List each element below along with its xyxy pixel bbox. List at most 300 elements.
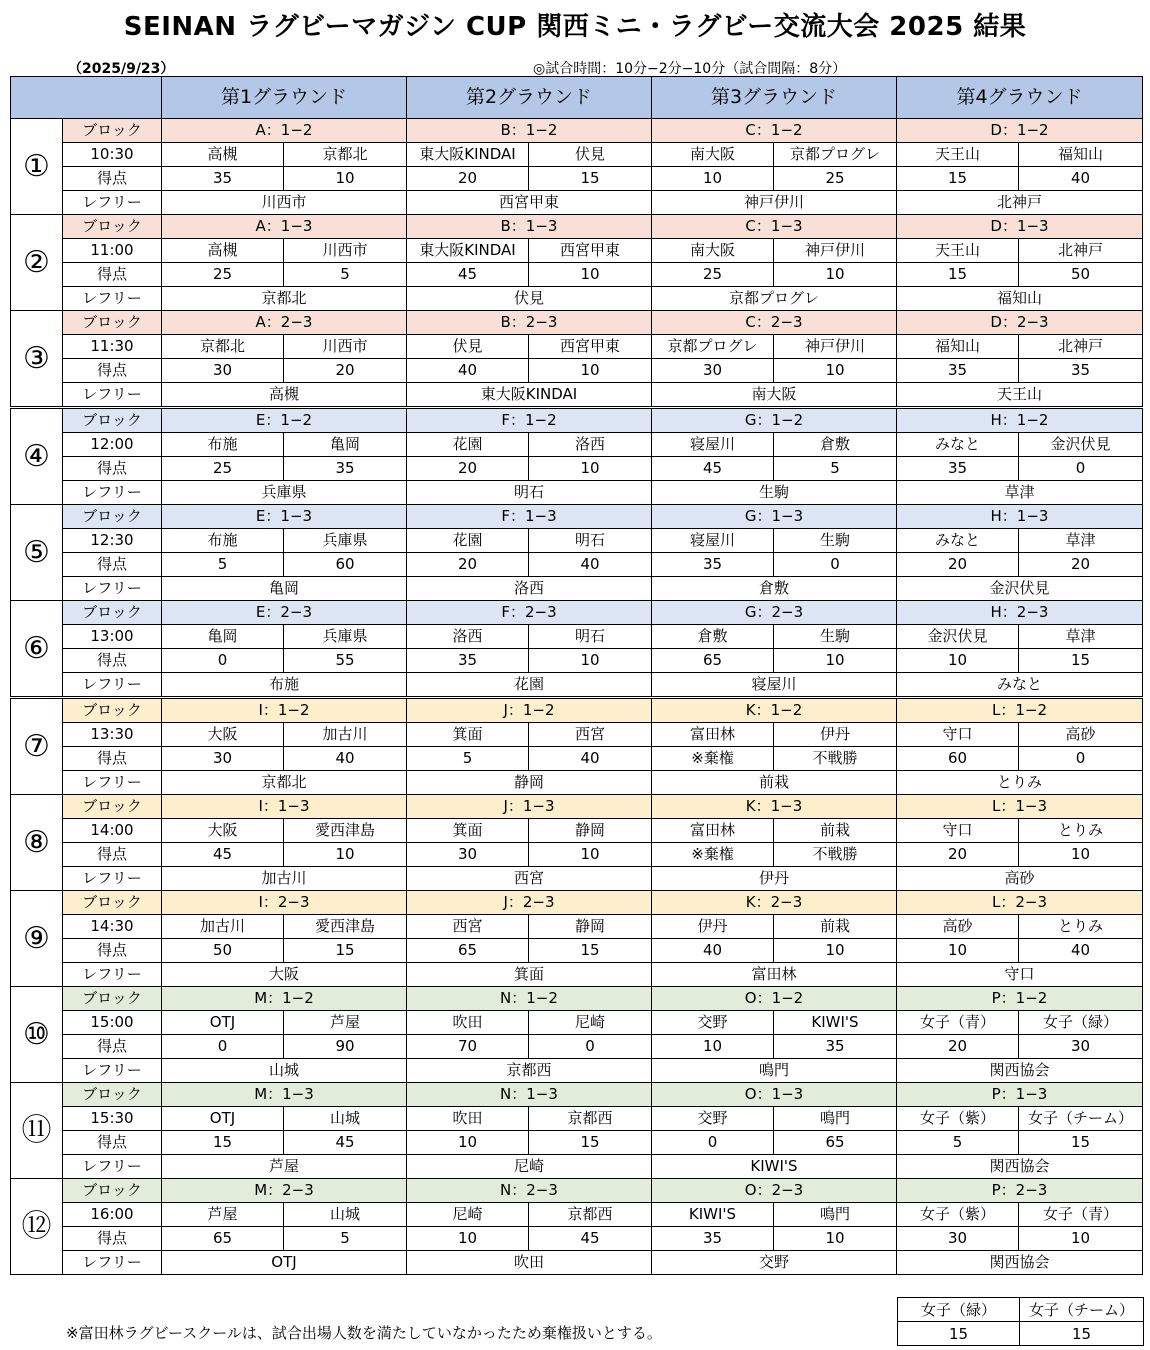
score1-cell: 20 xyxy=(407,167,529,191)
referee-label: レフリー xyxy=(63,1155,162,1179)
referee-cell: 西宮 xyxy=(407,867,652,891)
block-cell: G：1−2 xyxy=(652,408,897,433)
event-date: （2025/9/23） xyxy=(68,61,175,77)
team1-cell: 京都北 xyxy=(162,335,284,359)
score1-cell: 10 xyxy=(407,1227,529,1251)
team-row xyxy=(11,143,1143,167)
block-cell: M：1−3 xyxy=(162,1083,407,1107)
score2-cell: 10 xyxy=(774,939,897,963)
team1-cell: 大阪 xyxy=(162,723,284,747)
block-cell: K：1−2 xyxy=(652,698,897,723)
team2-cell: 愛西津島 xyxy=(284,819,407,843)
team2-cell: 女子（緑） xyxy=(1019,1011,1143,1035)
round-number: ⑩ xyxy=(11,987,63,1083)
block-label: ブロック xyxy=(63,119,162,143)
block-cell: J：1−2 xyxy=(407,698,652,723)
referee-cell: 京都北 xyxy=(162,771,407,795)
score1-cell: 20 xyxy=(407,457,529,481)
team-row xyxy=(11,915,1143,939)
score-row xyxy=(11,747,1143,771)
team-row xyxy=(11,625,1143,649)
score1-cell: 70 xyxy=(407,1035,529,1059)
block-cell: C：1−2 xyxy=(652,119,897,143)
referee-cell: OTJ xyxy=(162,1251,407,1275)
score1-cell: 30 xyxy=(407,843,529,867)
time-cell: 13:30 xyxy=(63,723,162,747)
team2-cell: KIWI'S xyxy=(774,1011,897,1035)
score2-cell: 5 xyxy=(284,263,407,287)
referee-cell: 南大阪 xyxy=(652,383,897,408)
score-row xyxy=(11,649,1143,673)
score2-cell: 15 xyxy=(529,939,652,963)
score2-cell: 0 xyxy=(1019,747,1143,771)
referee-cell: 福知山 xyxy=(897,287,1143,311)
referee-label: レフリー xyxy=(63,577,162,601)
score1-cell: 25 xyxy=(162,457,284,481)
score-row xyxy=(11,167,1143,191)
referee-cell: 神戸伊川 xyxy=(652,191,897,215)
score1-cell: 20 xyxy=(407,553,529,577)
score2-cell: 10 xyxy=(529,649,652,673)
referee-row xyxy=(11,577,1143,601)
referee-label: レフリー xyxy=(63,287,162,311)
block-cell: E：2−3 xyxy=(162,601,407,625)
score2-cell: 20 xyxy=(284,359,407,383)
team1-cell: 京都プログレ xyxy=(652,335,774,359)
team1-cell: 福知山 xyxy=(897,335,1019,359)
block-cell: O：1−3 xyxy=(652,1083,897,1107)
score1-cell: 45 xyxy=(162,843,284,867)
extra-team1: 女子（緑） xyxy=(898,1298,1020,1322)
team2-cell: 愛西津島 xyxy=(284,915,407,939)
score2-cell: 20 xyxy=(1019,553,1143,577)
block-cell: M：2−3 xyxy=(162,1179,407,1203)
team2-cell: 山城 xyxy=(284,1203,407,1227)
ground-header-row xyxy=(11,77,1143,119)
score1-cell: 40 xyxy=(407,359,529,383)
team1-cell: 倉敷 xyxy=(652,625,774,649)
team1-cell: 高槻 xyxy=(162,239,284,263)
block-cell: F：1−3 xyxy=(407,505,652,529)
referee-row xyxy=(11,1251,1143,1275)
block-cell: A：1−3 xyxy=(162,215,407,239)
referee-cell: 吹田 xyxy=(407,1251,652,1275)
team1-cell: 亀岡 xyxy=(162,625,284,649)
block-cell: P：1−2 xyxy=(897,987,1143,1011)
score1-cell: 5 xyxy=(407,747,529,771)
block-row xyxy=(11,1083,1143,1107)
score1-cell: 15 xyxy=(162,1131,284,1155)
score1-cell: 35 xyxy=(162,167,284,191)
team-row xyxy=(11,1203,1143,1227)
referee-cell: 北神戸 xyxy=(897,191,1143,215)
score1-cell: 35 xyxy=(407,649,529,673)
referee-cell: KIWI'S xyxy=(652,1155,897,1179)
team1-cell: KIWI'S xyxy=(652,1203,774,1227)
team1-cell: 吹田 xyxy=(407,1011,529,1035)
block-row xyxy=(11,311,1143,335)
referee-cell: 洛西 xyxy=(407,577,652,601)
block-cell: H：1−2 xyxy=(897,408,1143,433)
team1-cell: 伏見 xyxy=(407,335,529,359)
block-cell: N：1−2 xyxy=(407,987,652,1011)
team1-cell: 南大阪 xyxy=(652,239,774,263)
referee-cell: 京都プログレ xyxy=(652,287,897,311)
block-cell: L：1−2 xyxy=(897,698,1143,723)
team2-cell: 静岡 xyxy=(529,819,652,843)
team2-cell: 山城 xyxy=(284,1107,407,1131)
referee-cell: 関西協会 xyxy=(897,1059,1143,1083)
block-label: ブロック xyxy=(63,698,162,723)
score2-cell: 40 xyxy=(1019,167,1143,191)
referee-row xyxy=(11,771,1143,795)
team1-cell: 布施 xyxy=(162,529,284,553)
block-cell: F：1−2 xyxy=(407,408,652,433)
score1-cell: 0 xyxy=(162,649,284,673)
score1-cell: 40 xyxy=(652,939,774,963)
block-cell: M：1−2 xyxy=(162,987,407,1011)
block-cell: D：1−2 xyxy=(897,119,1143,143)
team2-cell: 鳴門 xyxy=(774,1107,897,1131)
referee-cell: 寝屋川 xyxy=(652,673,897,698)
team1-cell: 洛西 xyxy=(407,625,529,649)
score-label: 得点 xyxy=(63,167,162,191)
block-label: ブロック xyxy=(63,408,162,433)
round-number: ① xyxy=(11,119,63,215)
score2-cell: 10 xyxy=(529,359,652,383)
block-cell: O：2−3 xyxy=(652,1179,897,1203)
referee-cell: 花園 xyxy=(407,673,652,698)
block-cell: P：2−3 xyxy=(897,1179,1143,1203)
score1-cell: 20 xyxy=(897,1035,1019,1059)
team1-cell: 尼崎 xyxy=(407,1203,529,1227)
block-cell: A：2−3 xyxy=(162,311,407,335)
score1-cell: 10 xyxy=(652,167,774,191)
referee-cell: 守口 xyxy=(897,963,1143,987)
referee-row xyxy=(11,287,1143,311)
block-row xyxy=(11,119,1143,143)
score-label: 得点 xyxy=(63,939,162,963)
team2-cell: 京都プログレ xyxy=(774,143,897,167)
team2-cell: 加古川 xyxy=(284,723,407,747)
round-number: ⑥ xyxy=(11,601,63,698)
block-cell: L：2−3 xyxy=(897,891,1143,915)
score-label: 得点 xyxy=(63,1131,162,1155)
score2-cell: 45 xyxy=(529,1227,652,1251)
score1-cell: 5 xyxy=(162,553,284,577)
team1-cell: 寝屋川 xyxy=(652,433,774,457)
ground-1-header: 第1グラウンド xyxy=(162,77,407,119)
team2-cell: とりみ xyxy=(1019,915,1143,939)
block-row xyxy=(11,215,1143,239)
score2-cell: 40 xyxy=(529,553,652,577)
block-cell: N：2−3 xyxy=(407,1179,652,1203)
team-row xyxy=(11,433,1143,457)
team1-cell: 南大阪 xyxy=(652,143,774,167)
referee-cell: 高槻 xyxy=(162,383,407,408)
score2-cell: 10 xyxy=(529,843,652,867)
team1-cell: 寝屋川 xyxy=(652,529,774,553)
team1-cell: 箕面 xyxy=(407,723,529,747)
referee-cell: 京都西 xyxy=(407,1059,652,1083)
team-row xyxy=(11,1011,1143,1035)
referee-cell: とりみ xyxy=(897,771,1143,795)
referee-label: レフリー xyxy=(63,191,162,215)
score-label: 得点 xyxy=(63,843,162,867)
referee-cell: 兵庫県 xyxy=(162,481,407,505)
team-row xyxy=(11,819,1143,843)
referee-cell: 明石 xyxy=(407,481,652,505)
team1-cell: 天王山 xyxy=(897,239,1019,263)
score1-cell: 25 xyxy=(652,263,774,287)
score2-cell: 30 xyxy=(1019,1035,1143,1059)
referee-row xyxy=(11,481,1143,505)
block-label: ブロック xyxy=(63,795,162,819)
score1-cell: 25 xyxy=(162,263,284,287)
team1-cell: 守口 xyxy=(897,723,1019,747)
round-number: ② xyxy=(11,215,63,311)
score2-cell: 10 xyxy=(774,649,897,673)
team2-cell: 京都西 xyxy=(529,1107,652,1131)
score2-cell: 10 xyxy=(284,167,407,191)
score1-cell: ※棄権 xyxy=(652,843,774,867)
score1-cell: 10 xyxy=(407,1131,529,1155)
score-label: 得点 xyxy=(63,553,162,577)
team2-cell: 亀岡 xyxy=(284,433,407,457)
team2-cell: 神戸伊川 xyxy=(774,239,897,263)
team2-cell: 洛西 xyxy=(529,433,652,457)
score2-cell: 10 xyxy=(774,359,897,383)
extra-team2: 女子（チーム） xyxy=(1020,1298,1144,1322)
score-row xyxy=(11,359,1143,383)
score-row xyxy=(11,939,1143,963)
team1-cell: 富田林 xyxy=(652,723,774,747)
round-number: ④ xyxy=(11,408,63,505)
referee-row xyxy=(11,191,1143,215)
team2-cell: 静岡 xyxy=(529,915,652,939)
team2-cell: 女子（チーム） xyxy=(1019,1107,1143,1131)
score2-cell: 40 xyxy=(284,747,407,771)
block-cell: O：1−2 xyxy=(652,987,897,1011)
referee-cell: 亀岡 xyxy=(162,577,407,601)
score1-cell: 10 xyxy=(897,939,1019,963)
team2-cell: 北神戸 xyxy=(1019,239,1143,263)
score1-cell: 20 xyxy=(897,843,1019,867)
block-label: ブロック xyxy=(63,601,162,625)
score1-cell: 30 xyxy=(162,747,284,771)
team2-cell: 前栽 xyxy=(774,915,897,939)
team2-cell: 芦屋 xyxy=(284,1011,407,1035)
referee-cell: 尼崎 xyxy=(407,1155,652,1179)
block-label: ブロック xyxy=(63,891,162,915)
extra-score1: 15 xyxy=(898,1322,1020,1346)
team1-cell: 東大阪KINDAI xyxy=(407,239,529,263)
page-title: SEINAN ラグビーマガジン CUP 関西ミニ・ラグビー交流大会 2025 結果 xyxy=(123,12,1027,42)
team1-cell: 交野 xyxy=(652,1107,774,1131)
score1-cell: 0 xyxy=(162,1035,284,1059)
team1-cell: 女子（紫） xyxy=(897,1107,1019,1131)
score1-cell: 30 xyxy=(652,359,774,383)
block-label: ブロック xyxy=(63,311,162,335)
round-number: ⑫ xyxy=(11,1179,63,1275)
score2-cell: 10 xyxy=(774,263,897,287)
referee-cell: 伏見 xyxy=(407,287,652,311)
team1-cell: 西宮 xyxy=(407,915,529,939)
team1-cell: 富田林 xyxy=(652,819,774,843)
block-cell: A：1−2 xyxy=(162,119,407,143)
time-cell: 14:30 xyxy=(63,915,162,939)
score2-cell: 不戦勝 xyxy=(774,747,897,771)
team2-cell: 明石 xyxy=(529,625,652,649)
score2-cell: 15 xyxy=(284,939,407,963)
team2-cell: 生駒 xyxy=(774,625,897,649)
time-cell: 15:00 xyxy=(63,1011,162,1035)
block-cell: I：1−3 xyxy=(162,795,407,819)
round-number: ③ xyxy=(11,311,63,408)
time-cell: 11:30 xyxy=(63,335,162,359)
score2-cell: 10 xyxy=(529,263,652,287)
team2-cell: 京都西 xyxy=(529,1203,652,1227)
block-cell: C：2−3 xyxy=(652,311,897,335)
referee-cell: 金沢伏見 xyxy=(897,577,1143,601)
score1-cell: 15 xyxy=(897,263,1019,287)
score2-cell: 15 xyxy=(1019,649,1143,673)
team-row xyxy=(11,1107,1143,1131)
block-cell: C：1−3 xyxy=(652,215,897,239)
team2-cell: 西宮 xyxy=(529,723,652,747)
score1-cell: 35 xyxy=(652,553,774,577)
round-number: ⑪ xyxy=(11,1083,63,1179)
referee-cell: 富田林 xyxy=(652,963,897,987)
score1-cell: 45 xyxy=(407,263,529,287)
team1-cell: 布施 xyxy=(162,433,284,457)
referee-label: レフリー xyxy=(63,481,162,505)
score2-cell: 90 xyxy=(284,1035,407,1059)
referee-cell: 前栽 xyxy=(652,771,897,795)
score2-cell: 0 xyxy=(774,553,897,577)
team2-cell: 伏見 xyxy=(529,143,652,167)
referee-row xyxy=(11,383,1143,408)
score1-cell: 35 xyxy=(897,359,1019,383)
score1-cell: 0 xyxy=(652,1131,774,1155)
score2-cell: 65 xyxy=(774,1131,897,1155)
score1-cell: 5 xyxy=(897,1131,1019,1155)
score1-cell: 50 xyxy=(162,939,284,963)
referee-cell: 草津 xyxy=(897,481,1143,505)
score2-cell: 55 xyxy=(284,649,407,673)
score-label: 得点 xyxy=(63,457,162,481)
referee-row xyxy=(11,673,1143,698)
team1-cell: 芦屋 xyxy=(162,1203,284,1227)
score2-cell: 15 xyxy=(529,167,652,191)
block-label: ブロック xyxy=(63,215,162,239)
team1-cell: 高槻 xyxy=(162,143,284,167)
block-row xyxy=(11,408,1143,433)
score1-cell: 65 xyxy=(162,1227,284,1251)
block-label: ブロック xyxy=(63,505,162,529)
score2-cell: 0 xyxy=(529,1035,652,1059)
block-label: ブロック xyxy=(63,1083,162,1107)
team1-cell: OTJ xyxy=(162,1011,284,1035)
score1-cell: 20 xyxy=(897,553,1019,577)
block-cell: D：1−3 xyxy=(897,215,1143,239)
referee-label: レフリー xyxy=(63,867,162,891)
score-row xyxy=(11,1035,1143,1059)
block-row xyxy=(11,601,1143,625)
referee-cell: 布施 xyxy=(162,673,407,698)
round-number: ⑨ xyxy=(11,891,63,987)
score1-cell: 45 xyxy=(652,457,774,481)
score-label: 得点 xyxy=(63,359,162,383)
block-cell: G：2−3 xyxy=(652,601,897,625)
score1-cell: 10 xyxy=(652,1035,774,1059)
referee-row xyxy=(11,867,1143,891)
score-label: 得点 xyxy=(63,263,162,287)
team1-cell: 天王山 xyxy=(897,143,1019,167)
score-label: 得点 xyxy=(63,747,162,771)
block-cell: K：1−3 xyxy=(652,795,897,819)
team1-cell: 箕面 xyxy=(407,819,529,843)
team1-cell: 金沢伏見 xyxy=(897,625,1019,649)
team2-cell: 福知山 xyxy=(1019,143,1143,167)
score2-cell: 5 xyxy=(774,457,897,481)
score2-cell: 15 xyxy=(529,1131,652,1155)
block-row xyxy=(11,505,1143,529)
referee-row xyxy=(11,1059,1143,1083)
team1-cell: 女子（紫） xyxy=(897,1203,1019,1227)
score1-cell: 60 xyxy=(897,747,1019,771)
referee-cell: 芦屋 xyxy=(162,1155,407,1179)
team1-cell: 伊丹 xyxy=(652,915,774,939)
score1-cell: 65 xyxy=(652,649,774,673)
team1-cell: 吹田 xyxy=(407,1107,529,1131)
block-cell: L：1−3 xyxy=(897,795,1143,819)
time-cell: 10:30 xyxy=(63,143,162,167)
block-cell: E：1−2 xyxy=(162,408,407,433)
team1-cell: 花園 xyxy=(407,529,529,553)
block-cell: P：1−3 xyxy=(897,1083,1143,1107)
round-number: ⑦ xyxy=(11,698,63,795)
block-row xyxy=(11,987,1143,1011)
score-row xyxy=(11,843,1143,867)
block-row xyxy=(11,795,1143,819)
referee-cell: 京都北 xyxy=(162,287,407,311)
team2-cell: 京都北 xyxy=(284,143,407,167)
score2-cell: 10 xyxy=(529,457,652,481)
score1-cell: 35 xyxy=(652,1227,774,1251)
team1-cell: 大阪 xyxy=(162,819,284,843)
team1-cell: 交野 xyxy=(652,1011,774,1035)
score1-cell: 15 xyxy=(897,167,1019,191)
referee-cell: 箕面 xyxy=(407,963,652,987)
score2-cell: 35 xyxy=(1019,359,1143,383)
referee-label: レフリー xyxy=(63,383,162,408)
score2-cell: 25 xyxy=(774,167,897,191)
score2-cell: 45 xyxy=(284,1131,407,1155)
team-row xyxy=(11,239,1143,263)
block-cell: B：1−2 xyxy=(407,119,652,143)
team-row xyxy=(11,723,1143,747)
block-cell: D：2−3 xyxy=(897,311,1143,335)
ground-3-header: 第3グラウンド xyxy=(652,77,897,119)
block-row xyxy=(11,891,1143,915)
block-cell: K：2−3 xyxy=(652,891,897,915)
time-cell: 16:00 xyxy=(63,1203,162,1227)
team2-cell: 川西市 xyxy=(284,335,407,359)
block-label: ブロック xyxy=(63,1179,162,1203)
score2-cell: 10 xyxy=(774,1227,897,1251)
score-row xyxy=(11,457,1143,481)
